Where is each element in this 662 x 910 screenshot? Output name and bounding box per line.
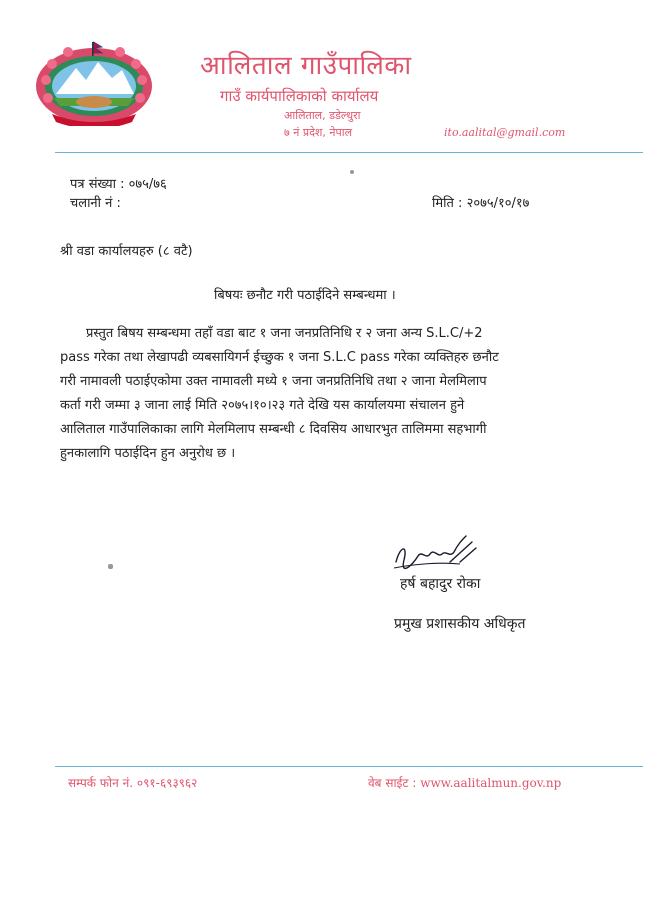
dispatch-number: चलानी नं : [70,196,121,211]
body-line: आलिताल गाउँपालिकाका लागि मेलमिलाप सम्बन्धी ८ दिवसिय आधारभुत तालिममा सहभागी [60,422,487,437]
body-line: प्रस्तुत बिषय सम्बन्धमा तहाँ वडा बाट १ जना जनप्रतिनिधि र २ जना अन्य S.L.C/+2 [86,326,483,341]
signer-name: हर्ष बहादुर रोका [400,576,481,592]
subject-line: बिषयः छनौट गरी पठाईदिने सम्बन्धमा । [214,288,396,303]
header-divider [55,152,643,153]
body-line: हुनकालागि पठाईदिन हुन अनुरोध छ । [60,446,236,461]
footer-website [368,774,561,791]
body-line: गरी नामावली पठाईएकोमा उक्त नामावली मध्ये १ जना जनप्रतिनिधि तथा २ जाना मेलमिलाप [60,374,487,389]
org-subtitle: गाउँ कार्यपालिकाको कार्यालय [220,87,379,105]
handwritten-signature [390,532,480,574]
signer-designation: प्रमुख प्रशासकीय अधिकृत [394,616,526,632]
emblem-logo [32,40,156,126]
org-name: आलिताल गाउँपालिका [200,51,412,81]
footer-divider [55,766,643,767]
letter-date: मिति : २०७५/१०/१७ [432,196,530,211]
website-url[interactable]: www.aalitalmun.gov.np [420,776,562,790]
org-email: ito.aalital@gmail.com [444,126,566,139]
org-address-line2: ७ नं प्रदेश, नेपाल [284,126,353,139]
scan-speck [350,170,354,174]
reference-number: पत्र संख्या : ०७५/७६ [70,177,167,192]
body-line: कर्ता गरी जम्मा ३ जाना लाई मिति २०७५।१०।२३ गते देखि यस कार्यालयमा संचालन हुने [60,398,465,413]
body-paragraph [60,322,588,466]
org-address-line1: आलिताल, डडेल्धुरा [284,109,361,122]
scan-speck [108,564,113,569]
footer-phone: सम्पर्क फोन नं. ०९१-६९३९६२ [68,776,198,790]
body-line: pass गरेका तथा लेखापढी व्यबसायिगर्न ईच्छुक १ जना S.L.C pass गरेका व्यक्तिहरु छनौट [60,350,499,365]
recipient: श्री वडा कार्यालयहरु (८ वटै) [60,244,193,259]
website-label: वेब साईट : [368,776,417,790]
